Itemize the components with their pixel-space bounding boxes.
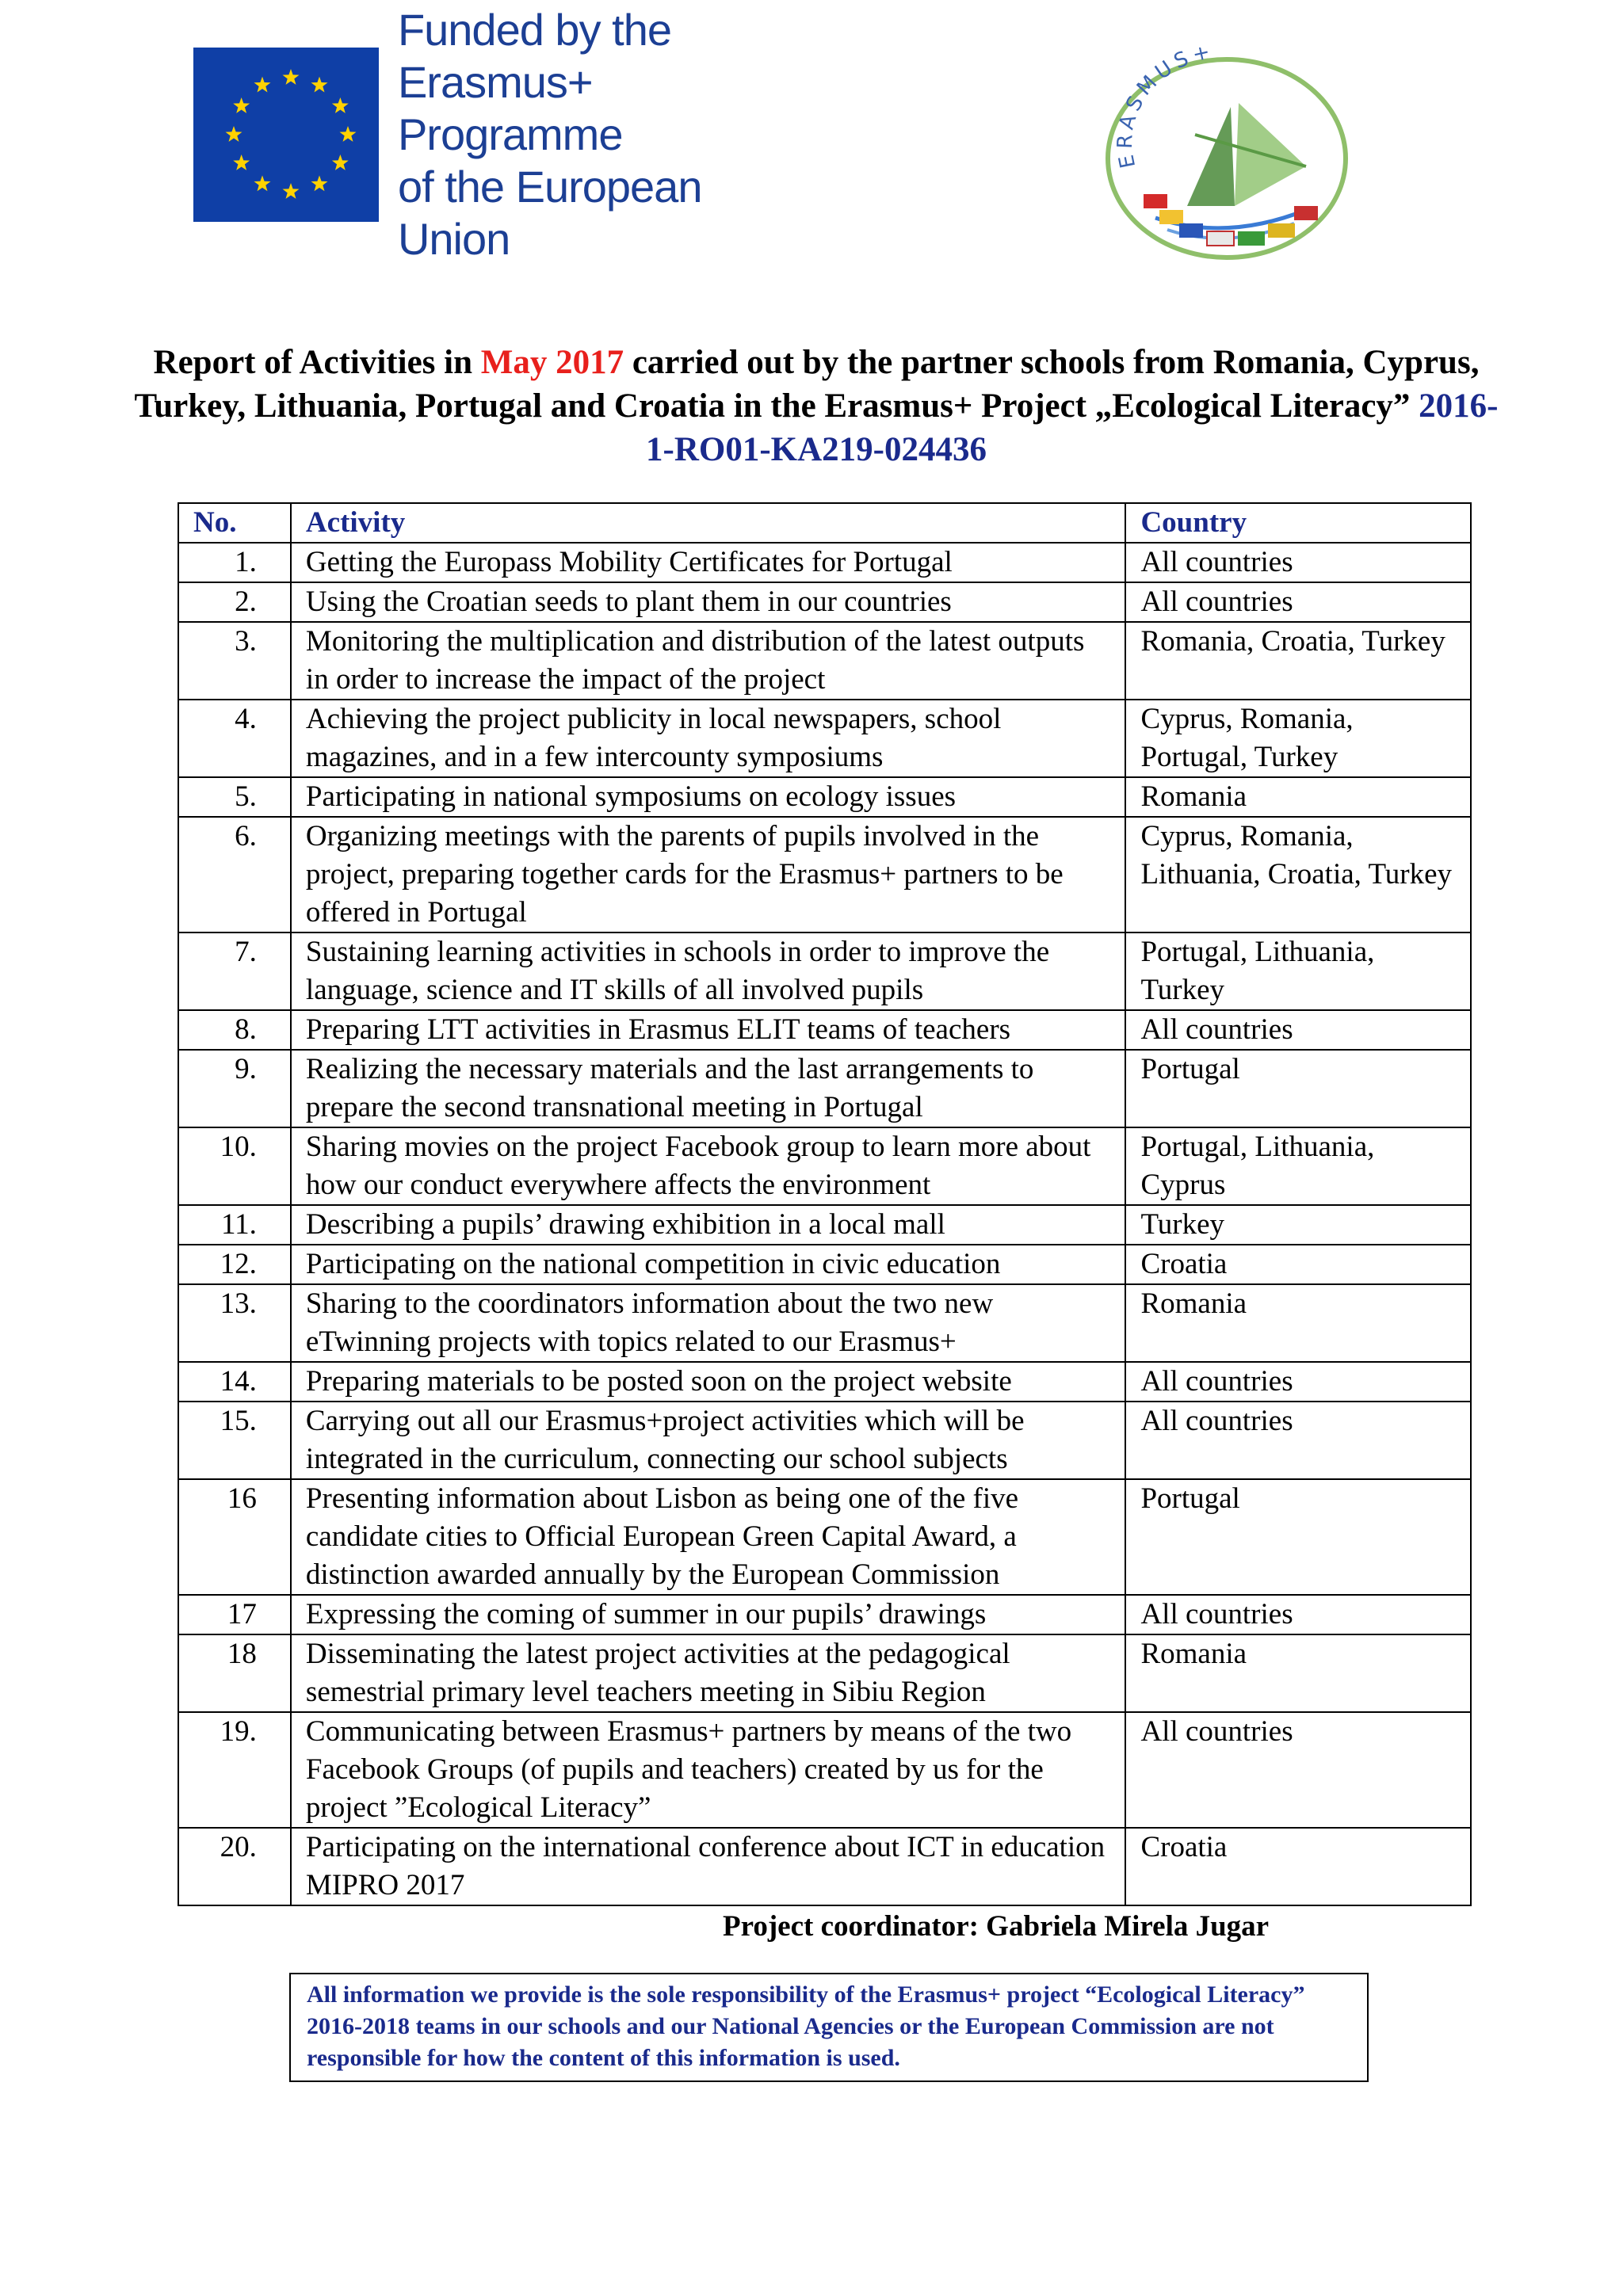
project-coordinator: Project coordinator: Gabriela Mirela Jugar [723, 1910, 1270, 1943]
eu-star-icon [254, 77, 271, 93]
table-row [178, 933, 1471, 1010]
table-row [178, 1245, 1471, 1284]
row-number: 13. [178, 1284, 291, 1362]
eu-star-icon [311, 175, 328, 191]
row-activity: Participating on the national competition in civic education [291, 1245, 1126, 1284]
row-number: 11. [178, 1205, 291, 1245]
row-country: Cyprus, Romania, Lithuania, Croatia, Turkey [1125, 817, 1471, 933]
document-title [127, 341, 1506, 471]
row-country: All countries [1125, 1712, 1471, 1828]
title-text-1: Report of Activities in [153, 344, 481, 381]
row-number: 15. [178, 1402, 291, 1479]
row-country: All countries [1125, 1010, 1471, 1050]
row-country: All countries [1125, 1595, 1471, 1634]
table-row [178, 1284, 1471, 1362]
row-activity: Achieving the project publicity in local newspapers, school magazines, and in a few intercounty symposiums [291, 700, 1126, 777]
row-activity: Organizing meetings with the parents of pupils involved in the project, preparing together cards for the Erasmus+ partners to be offered in Portugal [291, 817, 1126, 933]
row-number: 3. [178, 622, 291, 700]
row-number: 5. [178, 777, 291, 817]
table-row [178, 622, 1471, 700]
activities-table [178, 502, 1472, 1906]
row-number: 20. [178, 1828, 291, 1905]
row-country: Croatia [1125, 1828, 1471, 1905]
header-country: Country [1125, 503, 1471, 543]
eu-star-icon [311, 77, 328, 93]
table-row [178, 1127, 1471, 1205]
row-country: Portugal [1125, 1479, 1471, 1595]
row-activity: Sustaining learning activities in schools in order to improve the language, science and IT skills of all involved pupils [291, 933, 1126, 1010]
disclaimer-box: All information we provide is the sole responsibility of the Erasmus+ project “Ecological Literacy” 2016-2018 teams in our schools and our National Agencies or the European Commission are not responsible for how the content of this information is used. [289, 1973, 1369, 2082]
table-row [178, 1205, 1471, 1245]
row-activity: Preparing materials to be posted soon on the project website [291, 1362, 1126, 1402]
row-number: 19. [178, 1712, 291, 1828]
table-row [178, 1362, 1471, 1402]
row-number: 17 [178, 1595, 291, 1634]
row-activity: Participating in national symposiums on ecology issues [291, 777, 1126, 817]
eu-star-icon [283, 69, 300, 85]
row-number: 12. [178, 1245, 291, 1284]
row-country: Romania [1125, 777, 1471, 817]
row-activity: Disseminating the latest project activities at the pedagogical semestrial primary level teachers meeting in Sibiu Region [291, 1634, 1126, 1712]
row-country: All countries [1125, 543, 1471, 582]
eu-star-icon [283, 183, 300, 199]
row-number: 6. [178, 817, 291, 933]
title-project-code: 2016-1-RO01-KA219-024436 [646, 387, 1499, 468]
eu-text-line: Funded by the [397, 5, 671, 55]
row-activity: Expressing the coming of summer in our pupils’ drawings [291, 1595, 1126, 1634]
eu-star-icon [332, 97, 349, 113]
row-number: 14. [178, 1362, 291, 1402]
table-row [178, 1050, 1471, 1127]
eu-funding-logo [193, 5, 808, 264]
row-country: Portugal, Lithuania, Cyprus [1125, 1127, 1471, 1205]
project-logo-text: ERASMUS+ [1113, 48, 1217, 170]
table-row [178, 777, 1471, 817]
row-activity: Sharing movies on the project Facebook group to learn more about how our conduct everywhere affects the environment [291, 1127, 1126, 1205]
row-activity: Monitoring the multiplication and distribution of the latest outputs in order to increase the impact of the project [291, 622, 1126, 700]
row-country: Cyprus, Romania, Portugal, Turkey [1125, 700, 1471, 777]
row-number: 1. [178, 543, 291, 582]
eu-flag-icon [193, 48, 379, 222]
row-country: Romania, Croatia, Turkey [1125, 622, 1471, 700]
row-number: 2. [178, 582, 291, 622]
row-activity: Using the Croatian seeds to plant them in our countries [291, 582, 1126, 622]
table-row [178, 1712, 1471, 1828]
row-number: 7. [178, 933, 291, 1010]
row-number: 4. [178, 700, 291, 777]
eu-star-icon [233, 97, 250, 113]
row-country: Romania [1125, 1284, 1471, 1362]
title-month: May 2017 [480, 344, 624, 381]
table-row [178, 1010, 1471, 1050]
svg-text:ERASMUS+ [1113, 48, 1217, 170]
row-number: 10. [178, 1127, 291, 1205]
project-logo [1092, 48, 1361, 269]
eu-star-icon [254, 175, 271, 191]
row-country: Romania [1125, 1634, 1471, 1712]
row-activity: Preparing LTT activities in Erasmus ELIT teams of teachers [291, 1010, 1126, 1050]
row-country: Croatia [1125, 1245, 1471, 1284]
title-text-2: carried out by the partner schools from Romania, Cyprus, Turkey, Lithuania, Portugal and Croatia in the Erasmus+ Project „Ecological Literacy” [134, 344, 1480, 425]
row-activity: Sharing to the coordinators information about the two new eTwinning projects with topics related to our Erasmus+ [291, 1284, 1126, 1362]
table-row [178, 1828, 1471, 1905]
table-row [178, 1595, 1471, 1634]
eu-funding-text [379, 5, 808, 264]
row-country: Portugal [1125, 1050, 1471, 1127]
row-country: All countries [1125, 1362, 1471, 1402]
table-row [178, 1634, 1471, 1712]
row-activity: Realizing the necessary materials and the last arrangements to prepare the second transnational meeting in Portugal [291, 1050, 1126, 1127]
eu-star-icon [226, 126, 242, 142]
eu-star-icon [233, 154, 250, 170]
table-header-row [178, 503, 1471, 543]
table-row [178, 582, 1471, 622]
row-activity: Carrying out all our Erasmus+project activities which will be integrated in the curriculum, connecting our school subjects [291, 1402, 1126, 1479]
table-row [178, 543, 1471, 582]
table-row [178, 817, 1471, 933]
eu-text-line: Erasmus+ Programme [397, 57, 623, 159]
row-number: 16 [178, 1479, 291, 1595]
row-country: All countries [1125, 1402, 1471, 1479]
row-number: 18 [178, 1634, 291, 1712]
row-activity: Describing a pupils’ drawing exhibition in a local mall [291, 1205, 1126, 1245]
row-country: Portugal, Lithuania, Turkey [1125, 933, 1471, 1010]
row-number: 9. [178, 1050, 291, 1127]
row-country: All countries [1125, 582, 1471, 622]
eu-text-line: of the European Union [397, 162, 702, 264]
row-activity: Communicating between Erasmus+ partners by means of the two Facebook Groups (of pupils and teachers) created by us for the project ”Ecological Literacy” [291, 1712, 1126, 1828]
header-no: No. [178, 503, 291, 543]
table-row [178, 1402, 1471, 1479]
eu-star-icon [340, 126, 357, 142]
row-country: Turkey [1125, 1205, 1471, 1245]
table-row [178, 700, 1471, 777]
row-activity: Presenting information about Lisbon as being one of the five candidate cities to Official European Green Capital Award, a distinction awarded annually by the European Commission [291, 1479, 1126, 1595]
row-activity: Participating on the international conference about ICT in education MIPRO 2017 [291, 1828, 1126, 1905]
row-number: 8. [178, 1010, 291, 1050]
table-row [178, 1479, 1471, 1595]
header-activity: Activity [291, 503, 1126, 543]
eu-star-icon [332, 154, 349, 170]
row-activity: Getting the Europass Mobility Certificates for Portugal [291, 543, 1126, 582]
